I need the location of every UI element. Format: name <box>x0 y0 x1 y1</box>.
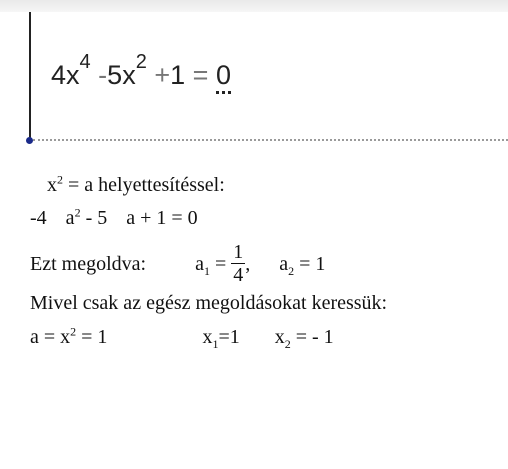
final-line <box>30 326 334 349</box>
fraction-one-quarter <box>231 241 245 286</box>
a1-var: a <box>195 253 204 276</box>
top-bar <box>0 0 508 12</box>
minus-5: - 5 <box>85 207 108 229</box>
minus-sign: - <box>98 60 108 90</box>
equals-one: = 1 <box>81 326 108 348</box>
x2-subscript: 2 <box>284 337 291 351</box>
var-x-exponent: 2 <box>57 172 63 187</box>
a2-var: a <box>279 253 289 276</box>
a2-value: = 1 <box>299 253 326 276</box>
var-x: x <box>47 174 57 196</box>
a-equals-x: a = x <box>30 326 71 348</box>
a2-subscript: 2 <box>288 264 295 279</box>
x2-value: = - 1 <box>295 326 334 348</box>
coef-minus-4: -4 <box>30 207 47 229</box>
constant-term: 1 <box>170 60 186 90</box>
cursor-handle[interactable] <box>26 137 33 144</box>
a1-equals: = <box>214 253 227 276</box>
a1-subscript: 1 <box>203 264 210 279</box>
equation-input[interactable] <box>51 51 231 91</box>
fraction-denominator: 4 <box>233 264 244 286</box>
exponent-4: 4 <box>79 51 91 73</box>
x1-subscript: 1 <box>212 337 219 351</box>
solution-label: Ezt megoldva: <box>30 253 147 276</box>
x2-var: x <box>274 326 285 348</box>
equals-sign: = <box>192 60 209 90</box>
term-5x: 5x <box>107 60 136 90</box>
x1-value: =1 <box>218 326 240 348</box>
fraction-numerator: 1 <box>233 241 244 263</box>
substitution-text: = a helyettesítéssel: <box>68 174 225 196</box>
note-text: Mivel csak az egész megoldásokat keressük: <box>30 292 388 314</box>
exponent-2: 2 <box>135 51 147 73</box>
rhs-zero: 0 <box>216 60 231 94</box>
integer-solutions-note <box>30 292 387 315</box>
var-a-exponent: 2 <box>74 205 81 220</box>
text-cursor <box>29 12 31 142</box>
quadratic-line <box>30 207 198 230</box>
plus-sign: + <box>154 60 171 90</box>
substitution-line <box>47 174 225 197</box>
comma: , <box>245 253 251 276</box>
x-exponent: 2 <box>70 324 77 339</box>
input-separator <box>33 139 508 141</box>
solution-line <box>30 243 325 288</box>
term-4x: 4x <box>51 60 80 90</box>
x1-var: x <box>202 326 213 348</box>
var-a: a <box>65 207 75 229</box>
linear-and-constant: a + 1 = 0 <box>126 207 198 229</box>
